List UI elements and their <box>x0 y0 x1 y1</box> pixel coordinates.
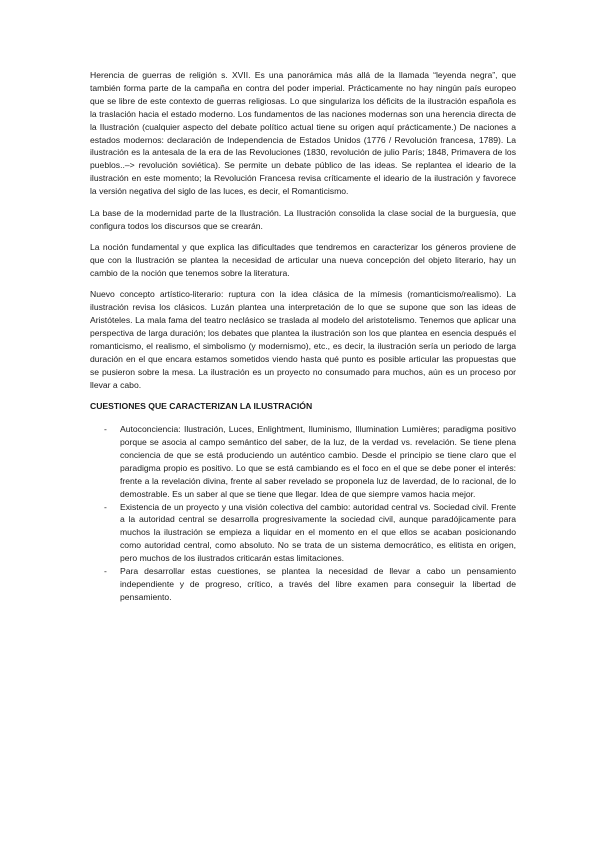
bullet-text-proyecto: Existencia de un proyecto y una visión colectiva del cambio: autoridad central vs. Sociedad civil. Frente a la autoridad central se desarrolla progresivamente la sociedad civil, aunque paradójicamente para muchos la ilustración se empieza a liquidar en el momento en el que ellos se acaban posicionando como autoridad central, como absoluto. No se trata de un sistema democrático, es elitista en origen, pero muchos de los ilustrados criticarán estas limitaciones. <box>120 501 516 564</box>
section-heading: CUESTIONES QUE CARACTERIZAN LA ILUSTRACIÓN <box>90 401 313 412</box>
paragraph-nocion: La noción fundamental y que explica las dificultades que tendremos en caracterizar los géneros proviene de que con la Ilustración se plantea la necesidad de articular una nueva concepción del objeto literario, hay un cambio de la noción que tenemos sobre la literatura. <box>90 242 516 278</box>
list-item <box>90 423 516 500</box>
bullet-dash: - <box>104 424 107 435</box>
paragraph-concepto: Nuevo concepto artístico-literario: ruptura con la idea clásica de la mímesis (romanticismo/realismo). La ilustración revisa los clásicos. Luzán plantea una interpretación de lo que se supone que son las ideas de Aristóteles. La mala fama del teatro neclásico se traslada al modelo del aristotelismo. Tenemos que aplicar una perspectiva de larga duración; los debates que plantea la ilustración son los que plantea en esencia después el romanticismo, el realismo, el simbolismo (y modernismo), etc., es decir, la ilustración sería un periodo de larga duración en el que encara estamos sometidos viendo hasta qué punto es posible articular las propuestas que se pusieron sobre la mesa. La ilustración es un proyecto no consumado para muchos, aún es un proceso por llevar a cabo. <box>90 289 516 390</box>
bullet-dash: - <box>104 566 107 577</box>
document-page <box>90 69 516 604</box>
list-item <box>90 565 516 604</box>
bullet-text-pensamiento: Para desarrollar estas cuestiones, se plantea la necesidad de llevar a cabo un pensamiento independiente y de progreso, crítico, a través del libre examen para conseguir la libertad de pensamiento. <box>120 566 516 602</box>
bullet-list <box>90 423 516 604</box>
bullet-dash: - <box>104 501 107 512</box>
list-item <box>90 501 516 566</box>
paragraph-herencia: Herencia de guerras de religión s. XVII. Es una panorámica más allá de la llamada “leyenda negra”, que también forma parte de la campaña en contra del poder imperial. Prácticamente no hay ningún país europeo que se libre de este contexto de guerras religiosas. Lo que singulariza los déficits de la ilustración española es la traslación hacia el estado moderno. Los fundamentos de las naciones modernas son una herencia directa de la Ilustración (cualquier aspecto del debate político actual tiene su origen aquí prácticamente.) De naciones a estados modernos: declaración de Independencia de Estados Unidos (1776 / Revolución francesa, 1789). La ilustración es la antesala de la era de las Revoluciones (1830, revolución de julio París; 1848, Primavera de los pueblos..–> revolución soviética). Se permite un debate público de las ideas. Se replantea el ideario de la ilustración en este momento; la Revolución Francesa revisa críticamente el ideario de la ilustración y favorece la versión negativa del siglo de las luces, es decir, el Romanticismo. <box>90 70 516 197</box>
paragraph-modernidad: La base de la modernidad parte de la Ilustración. La Ilustración consolida la clase social de la burguesía, que configura todos los discursos que se crearán. <box>90 207 516 231</box>
bullet-text-autoconciencia: Autoconciencia: Ilustración, Luces, Enlightment, Iluminismo, Illumination Lumières; paradigma positivo porque se asocia al campo semántico del saber, de la luz, de la verdad vs. revelación. Se tiene plena conciencia de que se está produciendo un auténtico cambio. Desde el principio se tiene claro que el paradigma propio es positivo. Lo que se está cambiando es el foco en el que se debe poner el interés: frente a la revelación divina, frente al saber revelado se proponela luz de laverdad, de lo racional, de lo demostrable. Es un saber al que se tiene que llegar. Idea de que siempre vamos hacia mejor. <box>120 424 516 499</box>
